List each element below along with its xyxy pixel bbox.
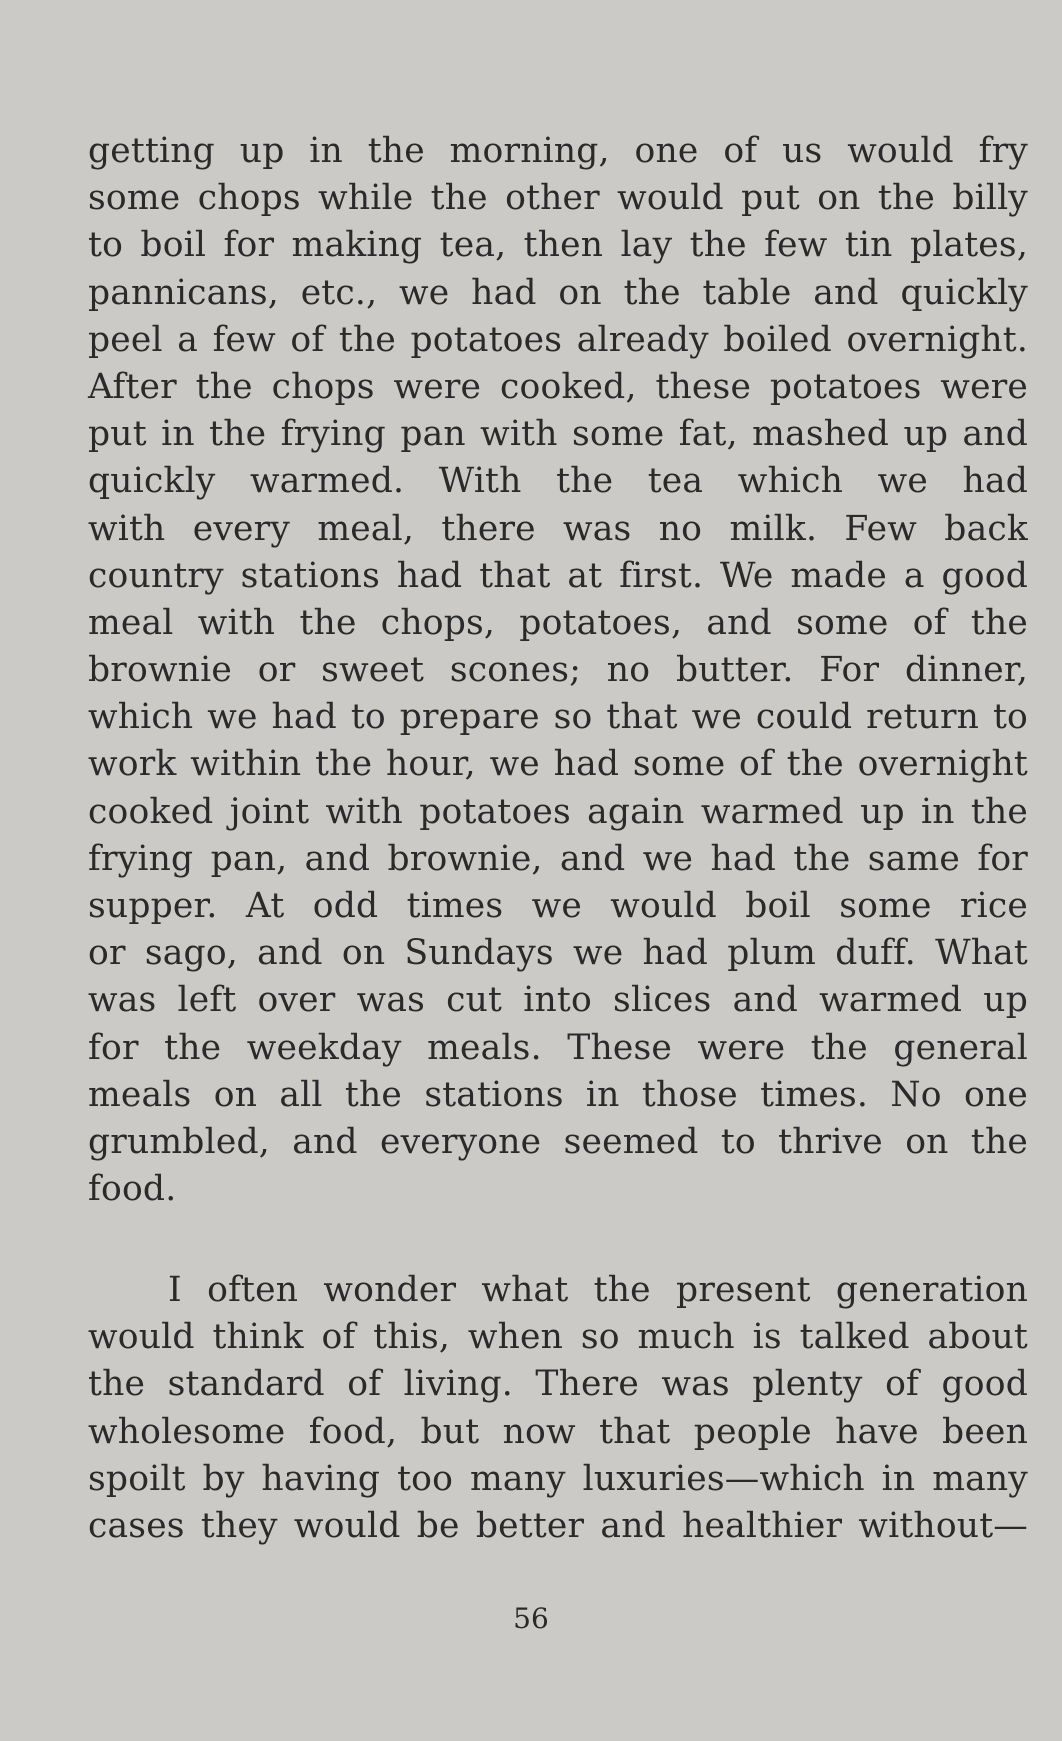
text-line: country stations had that at first. We made a good <box>88 555 1028 596</box>
text-line: grumbled, and everyone seemed to thrive on the <box>88 1121 1028 1162</box>
text-line: food. <box>88 1169 177 1210</box>
text-line: peel a few of the potatoes already boiled overnight. <box>88 319 1028 360</box>
text-line: brownie or sweet scones; no butter. For dinner, <box>88 650 1028 691</box>
text-line: for the weekday meals. These were the general <box>88 1027 1028 1068</box>
text-line: spoilt by having too many luxuries—which in many <box>88 1458 1028 1499</box>
text-line: quickly warmed. With the tea which we had <box>88 461 1028 502</box>
text-line: frying pan, and brownie, and we had the same for <box>88 838 1028 879</box>
paragraph-1 <box>88 128 1028 1213</box>
text-line: After the chops were cooked, these potatoes were <box>88 366 1028 407</box>
text-line: put in the frying pan with some fat, mashed up and <box>88 414 1028 455</box>
text-line: some chops while the other would put on the billy <box>88 178 1028 219</box>
text-line: or sago, and on Sundays we had plum duff. What <box>88 933 1028 974</box>
text-line: cooked joint with potatoes again warmed up in the <box>88 791 1028 832</box>
text-line: was left over was cut into slices and warmed up <box>88 980 1028 1021</box>
text-line: work within the hour, we had some of the overnight <box>88 744 1028 785</box>
text-line: meals on all the stations in those times. No one <box>88 1074 1028 1115</box>
text-line: cases they would be better and healthier without— <box>88 1505 1028 1546</box>
text-line: would think of this, when so much is talked about <box>88 1317 1028 1358</box>
text-line: which we had to prepare so that we could return to <box>88 697 1028 738</box>
text-line: I often wonder what the present generation <box>168 1270 1028 1310</box>
paragraph-2 <box>88 1267 1028 1550</box>
page-number: 56 <box>513 1602 549 1635</box>
text-line: wholesome food, but now that people have been <box>88 1411 1028 1452</box>
text-line: with every meal, there was no milk. Few back <box>88 508 1028 549</box>
text-line: supper. At odd times we would boil some rice <box>88 886 1028 926</box>
text-line: the standard of living. There was plenty of good <box>88 1364 1028 1405</box>
text-line: to boil for making tea, then lay the few tin plates, <box>88 225 1028 266</box>
text-line: getting up in the morning, one of us would fry <box>88 131 1028 171</box>
text-line: pannicans, etc., we had on the table and quickly <box>88 272 1028 313</box>
text-line: meal with the chops, potatoes, and some of the <box>88 602 1028 643</box>
